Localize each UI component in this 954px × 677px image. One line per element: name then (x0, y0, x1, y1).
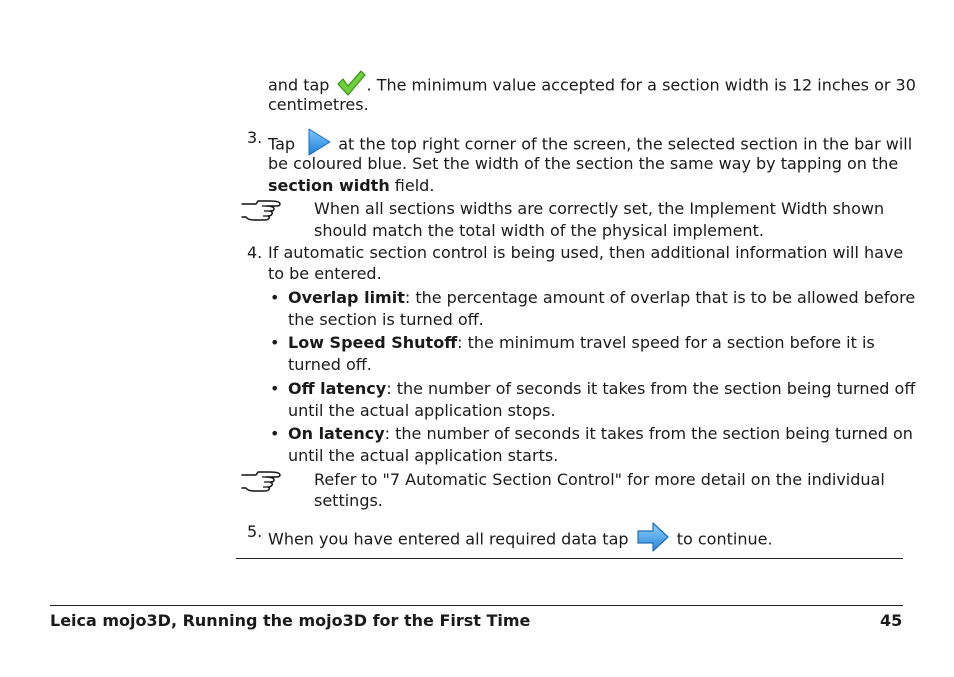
bullet-dot: • (270, 288, 280, 307)
step-number: 4. (247, 243, 263, 262)
note1-line-1: When all sections widths are correctly set, the Implement Width shown (314, 199, 885, 218)
step5-text-2: to continue. (676, 529, 773, 549)
bullet-line-1 (288, 287, 915, 309)
bullet-line-2: turned off. (288, 355, 372, 374)
bullet-term: Off latency (288, 379, 387, 398)
bullet-text: : the number of seconds it takes from the section being turned off (386, 379, 916, 398)
bullet-text: : the percentage amount of overlap that is to be allowed before (404, 288, 916, 307)
page-number: 45 (880, 611, 903, 630)
bullet-line-1 (288, 423, 913, 445)
note1-line-2: should match the total width of the physical implement. (314, 221, 764, 240)
intro-text-2: . The minimum value accepted for a section width is 12 inches or 30 (366, 75, 916, 95)
bullet-dot: • (270, 379, 280, 398)
pointing-hand-icon (240, 469, 282, 497)
bullet-line-2: until the actual application starts. (288, 446, 559, 465)
bullet-line-2: until the actual application stops. (288, 401, 556, 420)
section-divider (236, 558, 903, 559)
step3-line-2: be coloured blue. Set the width of the section the same way by tapping on the (268, 154, 899, 173)
bullet-text: : the minimum travel speed for a section before it is (457, 333, 875, 352)
step3-text-3: field. (389, 176, 435, 195)
bullet-term: On latency (288, 424, 385, 443)
step5-line (268, 521, 773, 559)
bullet-text: : the number of seconds it takes from the section being turned on (384, 424, 913, 443)
bullet-dot: • (270, 424, 280, 443)
bullet-line-1 (288, 378, 915, 400)
intro-text: and tap (268, 75, 330, 95)
note2-line-1: Refer to "7 Automatic Section Control" for more detail on the individual (314, 470, 885, 489)
right-arrow-icon (636, 521, 670, 559)
footer-divider (50, 605, 903, 606)
step-number: 3. (247, 128, 263, 147)
note2-line-2: settings. (314, 491, 383, 510)
pointing-hand-icon (240, 198, 282, 226)
field-name: section width (268, 176, 390, 195)
bullet-term: Overlap limit (288, 288, 405, 307)
step5-text: When you have entered all required data tap (268, 529, 629, 549)
bullet-term: Low Speed Shutoff (288, 333, 458, 352)
step-number: 5. (247, 522, 263, 541)
step4-line-2: to be entered. (268, 264, 382, 283)
step3-text: Tap (268, 134, 296, 154)
bullet-line-1 (288, 332, 875, 354)
step3-text-2: at the top right corner of the screen, the selected section in the bar will (338, 134, 913, 154)
intro-line-2: centimetres. (268, 95, 369, 114)
step3-line-3 (268, 175, 434, 197)
bullet-dot: • (270, 333, 280, 352)
bullet-line-2: the section is turned off. (288, 310, 484, 329)
step4-line-1: If automatic section control is being used, then additional information will have (268, 243, 904, 262)
footer-title: Leica mojo3D, Running the mojo3D for the First Time (50, 611, 531, 630)
